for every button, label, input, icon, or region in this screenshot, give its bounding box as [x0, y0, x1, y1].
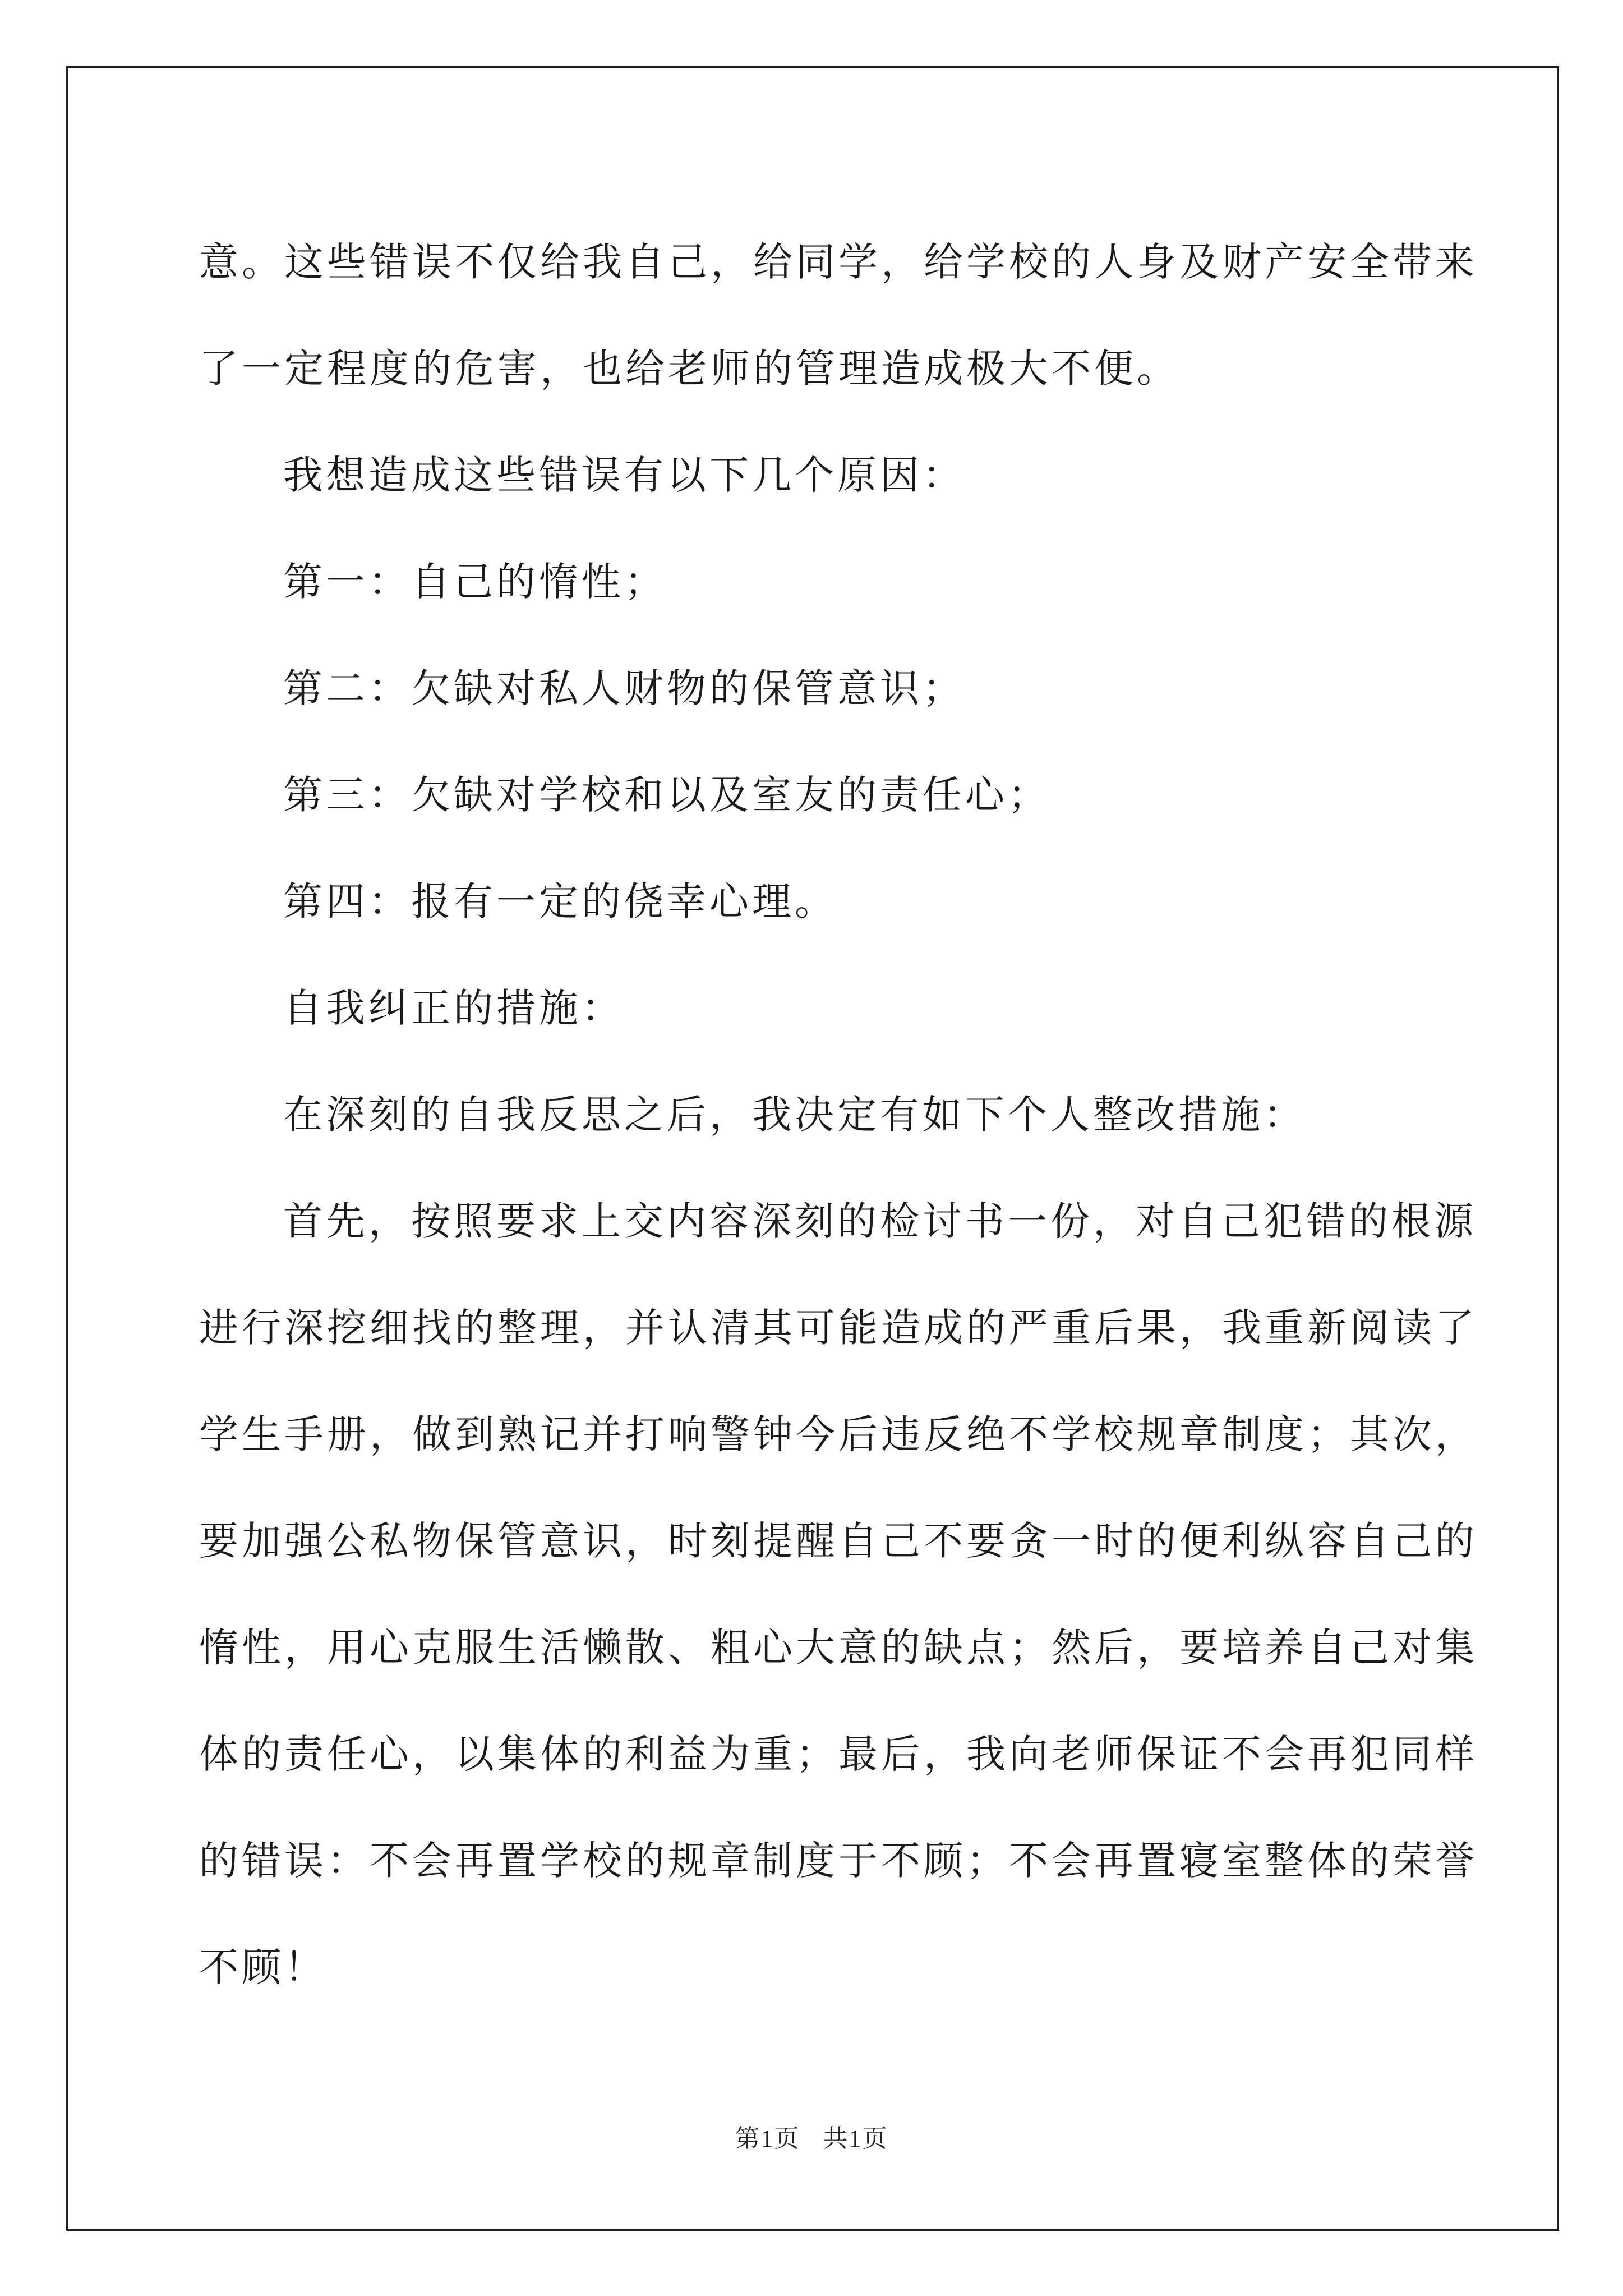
paragraph-line — [199, 209, 1478, 315]
paragraph-line — [199, 1701, 1478, 1807]
text-line: 意。这些错误不仅给我自己，给同学，给学校的人身及财产安全带来 — [199, 239, 1478, 285]
text-line: 要加强公私物保管意识，时刻提醒自己不要贪一时的便利纵容自己的 — [199, 1518, 1478, 1564]
page-footer — [0, 2118, 1623, 2154]
text-line: 首先，按照要求上交内容深刻的检讨书一份，对自己犯错的根源 — [283, 1198, 1477, 1244]
page-total: 共1页 — [823, 2125, 888, 2152]
paragraph-line — [199, 1807, 1478, 1914]
text-line: 第二：欠缺对私人财物的保管意识； — [283, 665, 965, 711]
text-line: 进行深挖细找的整理，并认清其可能造成的严重后果，我重新阅读了 — [199, 1305, 1478, 1351]
paragraph-line — [199, 1914, 1427, 2021]
text-line: 自我纠正的措施： — [283, 985, 624, 1031]
text-line: 体的责任心，以集体的利益为重；最后，我向老师保证不会再犯同样 — [199, 1731, 1478, 1777]
paragraph-line — [199, 1594, 1478, 1701]
text-line: 第四：报有一定的侥幸心理。 — [283, 878, 837, 924]
text-line: 惰性，用心克服生活懒散、粗心大意的缺点；然后，要培养自己对集 — [199, 1625, 1478, 1671]
text-line: 第一：自己的惰性； — [283, 559, 667, 605]
text-line: 我想造成这些错误有以下几个原因： — [283, 452, 965, 498]
document-body — [199, 209, 1478, 2021]
paragraph-line — [199, 528, 1427, 635]
text-line: 第三：欠缺对学校和以及室友的责任心； — [283, 772, 1050, 818]
paragraph-line — [199, 742, 1427, 848]
page-number: 第1页 — [735, 2125, 800, 2152]
paragraph-line — [199, 1061, 1427, 1168]
text-line: 在深刻的自我反思之后，我决定有如下个人整改措施： — [283, 1092, 1306, 1138]
text-line: 学生手册，做到熟记并打响警钟今后违反绝不学校规章制度；其次， — [199, 1411, 1478, 1457]
paragraph-line — [199, 422, 1427, 528]
text-line: 了一定程度的危害，也给老师的管理造成极大不便。 — [199, 346, 1179, 392]
paragraph-line — [199, 1168, 1477, 1274]
paragraph-line — [199, 955, 1427, 1061]
paragraph-line — [199, 1381, 1478, 1488]
paragraph-line — [199, 315, 1427, 422]
paragraph-line — [199, 848, 1427, 955]
paragraph-line — [199, 1488, 1478, 1594]
text-line: 不顾！ — [199, 1944, 327, 1990]
text-line: 的错误：不会再置学校的规章制度于不顾；不会再置寝室整体的荣誉 — [199, 1838, 1478, 1884]
paragraph-line — [199, 1274, 1478, 1381]
paragraph-line — [199, 635, 1427, 742]
